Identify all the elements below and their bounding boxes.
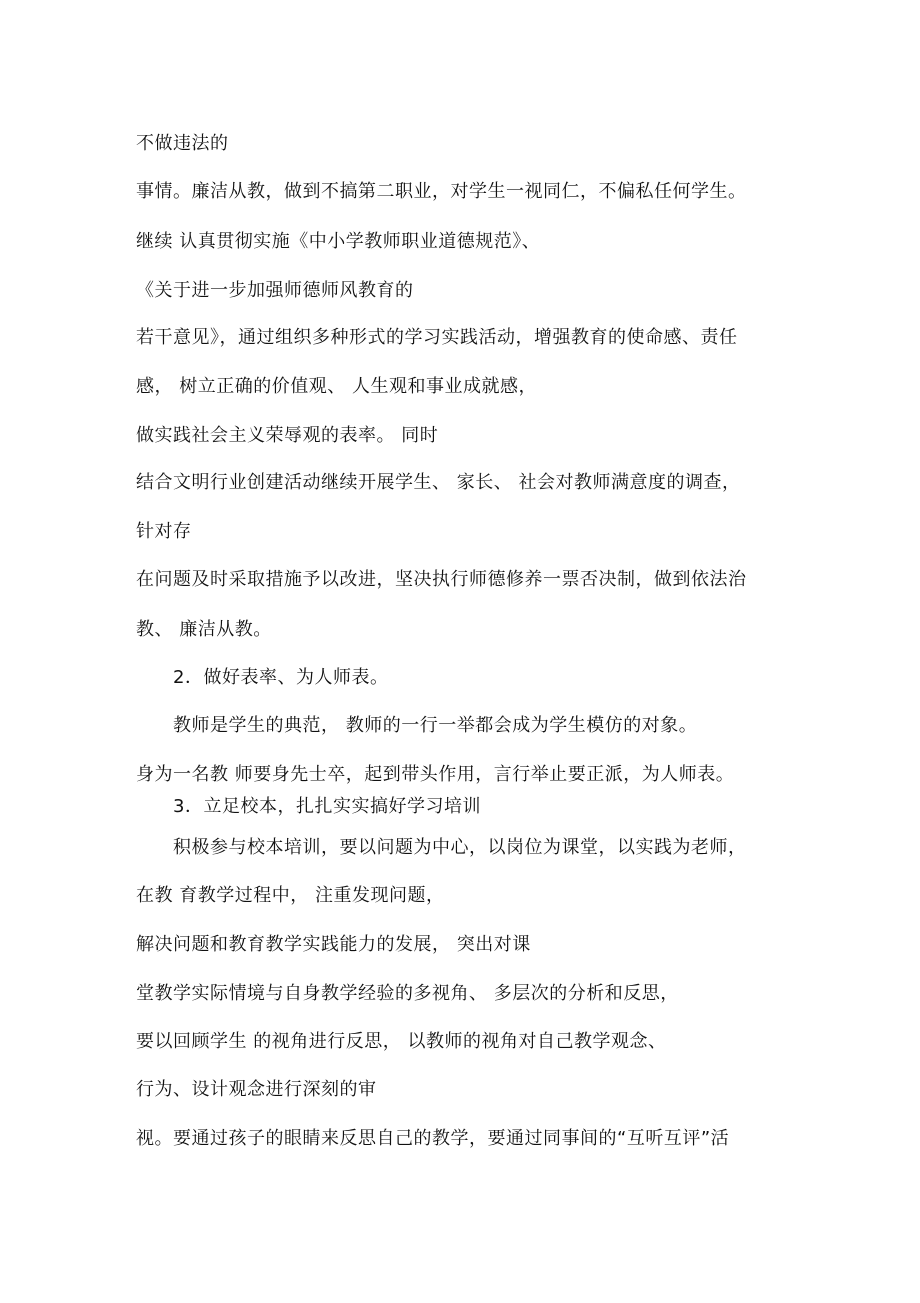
text-line: 针对存 — [136, 521, 192, 542]
section-heading: 3．立足校本，扎扎实实搞好学习培训 — [173, 796, 481, 817]
text-line: 积极参与校本培训，要以问题为中心，以岗位为课堂，以实践为老师， — [173, 837, 747, 858]
section-heading: 2．做好表率、为人师表。 — [173, 667, 389, 688]
text-line: 若干意见》，通过组织多种形式的学习实践活动，增强教育的使命感、责任 — [136, 327, 738, 348]
text-line: 做实践社会主义荣辱观的表率。 同时 — [136, 425, 439, 446]
text-line: 《关于进一步加强师德师风教育的 — [136, 280, 414, 301]
text-line: 继续 认真贯彻实施《中小学教师职业道德规范》、 — [136, 231, 541, 252]
text-line: 身为一名教 师要身先士卒，起到带头作用，言行举止要正派，为人师表。 — [136, 764, 735, 785]
text-line: 视。要通过孩子的眼睛来反思自己的教学，要通过同事间的“互听互评”活 — [136, 1128, 730, 1149]
text-line: 不做违法的 — [136, 133, 229, 154]
text-line: 在教 育教学过程中， 注重发现问题， — [136, 885, 445, 906]
text-line: 堂教学实际情境与自身教学经验的多视角、 多层次的分析和反思， — [136, 983, 679, 1004]
text-line: 要以回顾学生 的视角进行反思， 以教师的视角对自己教学观念、 — [136, 1031, 667, 1052]
text-line: 事情。廉洁从教，做到不搞第二职业，对学生一视同仁，不偏私任何学生。 — [136, 181, 747, 202]
text-line: 教师是学生的典范， 教师的一行一举都会成为学生模仿的对象。 — [173, 715, 698, 736]
text-line: 在问题及时采取措施予以改进，坚决执行师德修养一票否决制，做到依法治 — [136, 569, 747, 590]
text-line: 行为、设计观念进行深刻的审 — [136, 1079, 377, 1100]
text-line: 解决问题和教育教学实践能力的发展， 突出对课 — [136, 934, 531, 955]
text-line: 教、 廉洁从教。 — [136, 619, 272, 640]
text-line: 感， 树立正确的价值观、 人生观和事业成就感， — [136, 376, 537, 397]
text-line: 结合文明行业创建活动继续开展学生、 家长、 社会对教师满意度的调查， — [136, 472, 741, 493]
